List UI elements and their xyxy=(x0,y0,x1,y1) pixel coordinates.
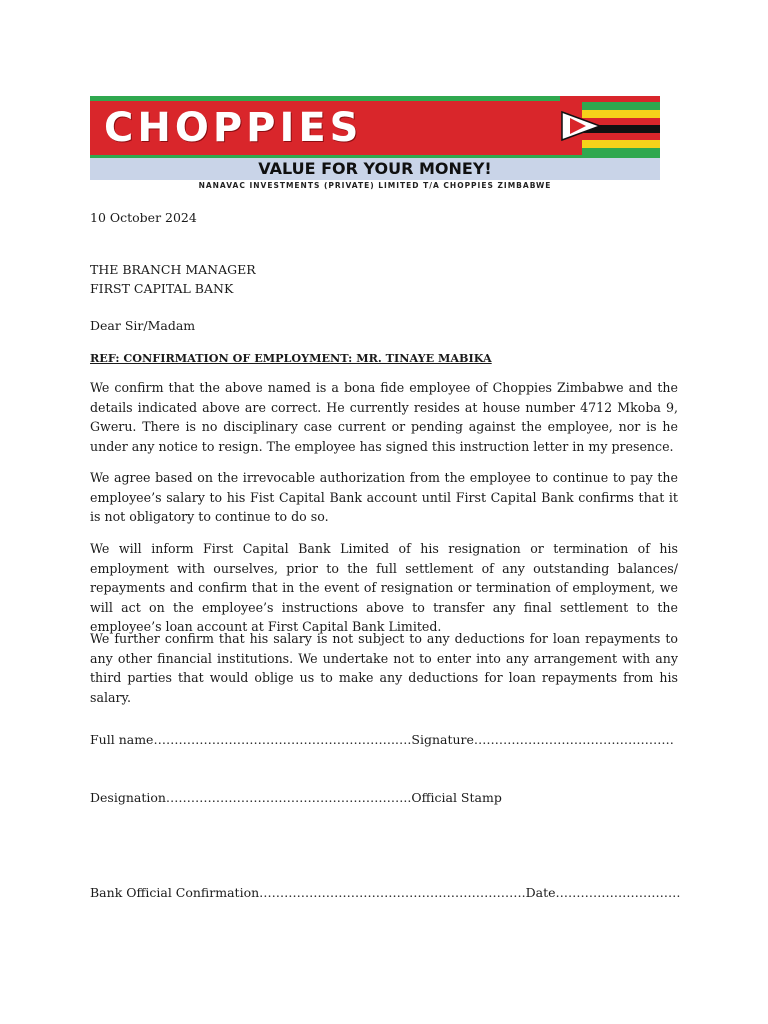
recipient-line-1: THE BRANCH MANAGER xyxy=(90,262,256,277)
paragraph-1: We confirm that the above named is a bona fide employee of Choppies Zimbabwe and the details indicated above are correct. He currently resides at house number 4712 Mkoba 9, Gweru. There is no disciplinary case current or pending against the employee, nor is he under any notice to resign. The employee has signed this instruction letter in my presence. xyxy=(90,380,678,454)
bank-confirmation-date-line: Bank Official Confirmation……………………………………………………….Date………………………… xyxy=(90,885,681,900)
designation-stamp-line: Designation…………………………………………………..Official Stamp xyxy=(90,790,502,805)
zimbabwe-flag-icon xyxy=(560,96,660,155)
letterhead xyxy=(90,96,660,194)
paragraph-4: We further confirm that his salary is not subject to any deductions for loan repayments to any other financial institutions. We undertake not to enter into any arrangement with any third parties that would oblige us to make any deductions for loan repayments from his salary. xyxy=(90,631,678,705)
reference-line: REF: CONFIRMATION OF EMPLOYMENT: MR. TINAYE MABIKA xyxy=(90,351,492,365)
paragraph-3: We will inform First Capital Bank Limited of his resignation or termination of his employment with ourselves, prior to the full settlement of any outstanding balances/ repayments and confirm that in the event of resignation or termination of employment, we will act on the employee’s instructions above to transfer any final settlement to the employee’s loan account at First Capital Bank Limited. xyxy=(90,541,678,635)
letter-date: 10 October 2024 xyxy=(90,210,197,225)
brand-logo-text: CHOPPIES xyxy=(104,105,363,151)
salutation: Dear Sir/Madam xyxy=(90,318,196,333)
tagline: VALUE FOR YOUR MONEY! xyxy=(258,159,492,178)
full-name-signature-line: Full name………………………………………………….….Signature………………………………………… xyxy=(90,732,674,747)
recipient-line-2: FIRST CAPITAL BANK xyxy=(90,281,234,296)
company-legal-name: NANAVAC INVESTMENTS (PRIVATE) LIMITED T/A CHOPPIES ZIMBABWE xyxy=(198,181,552,190)
paragraph-2: We agree based on the irrevocable authorization from the employee to continue to pay the employee’s salary to his Fist Capital Bank account until First Capital Bank confirms that it is not obligatory to continue to do so. xyxy=(90,470,678,525)
